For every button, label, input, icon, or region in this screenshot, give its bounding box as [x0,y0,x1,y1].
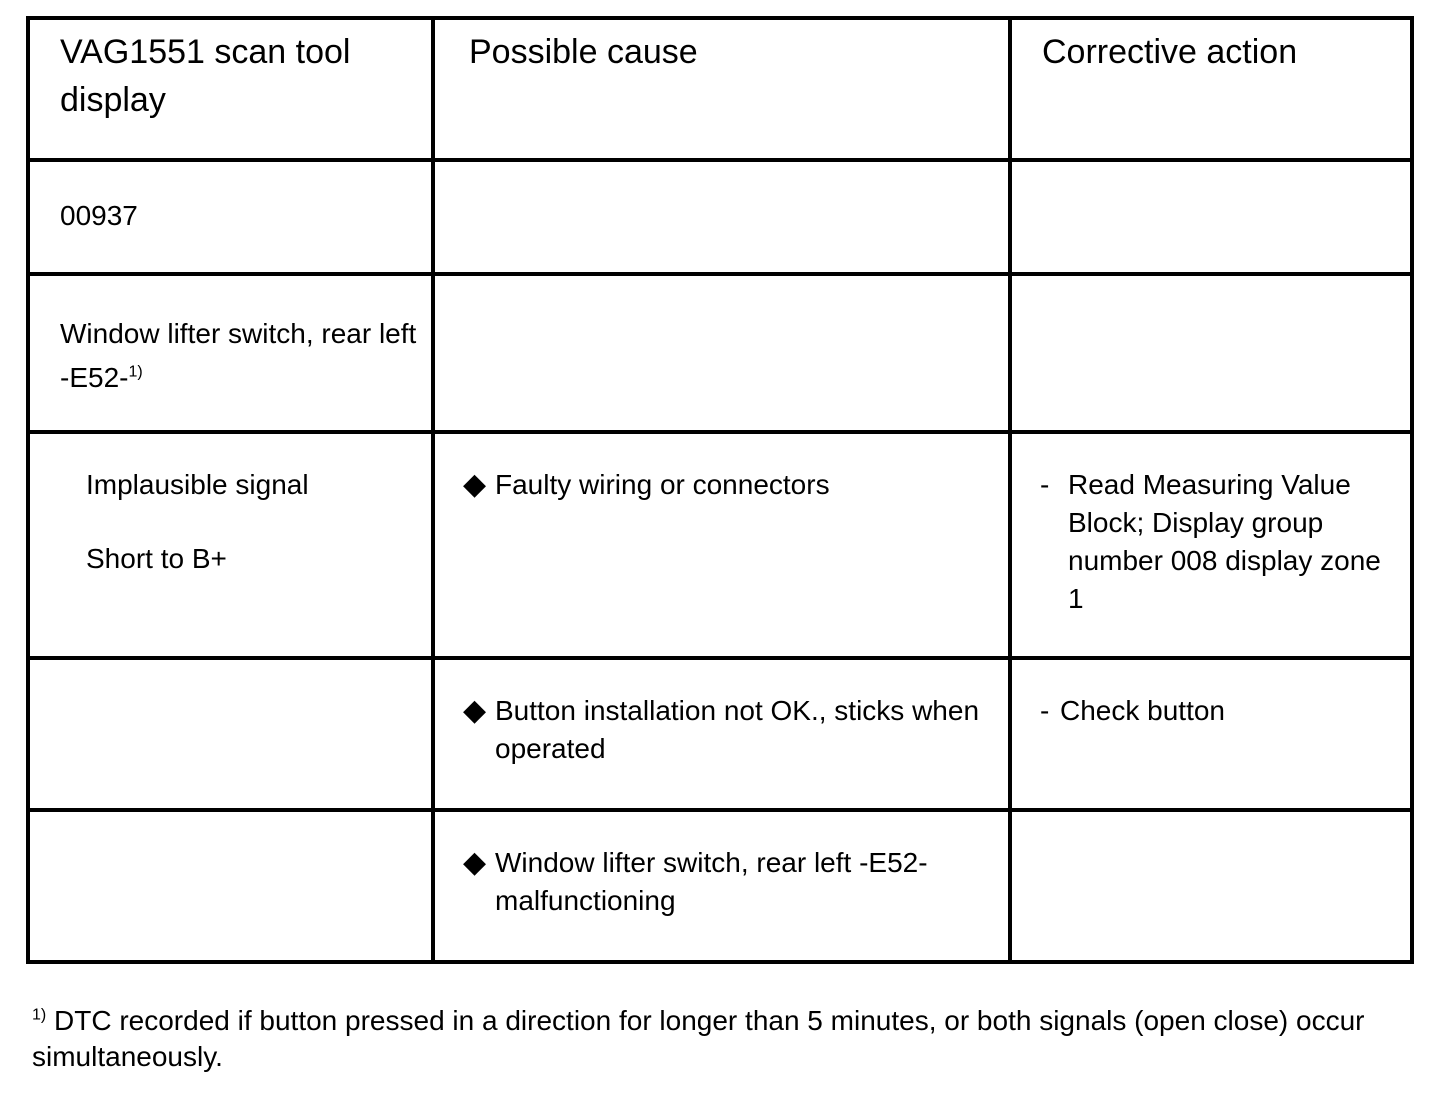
empty-cell [433,274,1010,432]
header-possible-cause: Possible cause [433,18,1010,160]
header-scan-tool-display: VAG1551 scan tool display [28,18,433,160]
component-name: Window lifter switch, rear left -E52- [60,318,417,393]
component-cell [28,274,433,432]
symptom-implausible-signal: Implausible signal [86,469,309,500]
dash-bullet: - [1040,469,1050,500]
cause-cell [433,432,1010,658]
cause-cell [433,658,1010,810]
cause-cell [433,810,1010,962]
table-row [28,432,1412,658]
footnote [32,1003,1412,1075]
diamond-bullet-icon: ◆ [463,846,487,879]
empty-cell [1010,160,1412,274]
dash-bullet: - [1040,695,1050,726]
empty-cell [1010,810,1412,962]
cause-text: Window lifter switch, rear left -E52- malfunctioning [495,847,928,916]
empty-cell [28,810,433,962]
fault-code: 00937 [28,160,433,274]
header-corrective-action: Corrective action [1010,18,1412,160]
empty-cell [433,160,1010,274]
header-row [28,18,1412,160]
component-row [28,274,1412,432]
table-row [28,658,1412,810]
action-cell [1010,658,1412,810]
cause-text: Button installation not OK., sticks when operated [495,695,980,764]
footnote-text: DTC recorded if button pressed in a direction for longer than 5 minutes, or both signals (open close) occur simultaneously. [32,1005,1365,1072]
action-text: Read Measuring Value Block; Display group number 008 display zone 1 [1068,469,1381,614]
action-cell [1010,432,1412,658]
empty-cell [1010,274,1412,432]
empty-cell [28,658,433,810]
diamond-bullet-icon: ◆ [463,694,487,727]
cause-text: Faulty wiring or connectors [495,469,830,500]
dtc-table [26,16,1414,964]
code-row [28,160,1412,274]
diamond-bullet-icon: ◆ [463,468,487,501]
footnote-marker: 1) [32,1006,47,1024]
footnote-ref: 1) [128,363,143,381]
symptom-cell [28,432,433,658]
symptom-short-to-b-plus: Short to B+ [86,543,227,574]
table-row [28,810,1412,962]
action-text: Check button [1060,695,1225,726]
